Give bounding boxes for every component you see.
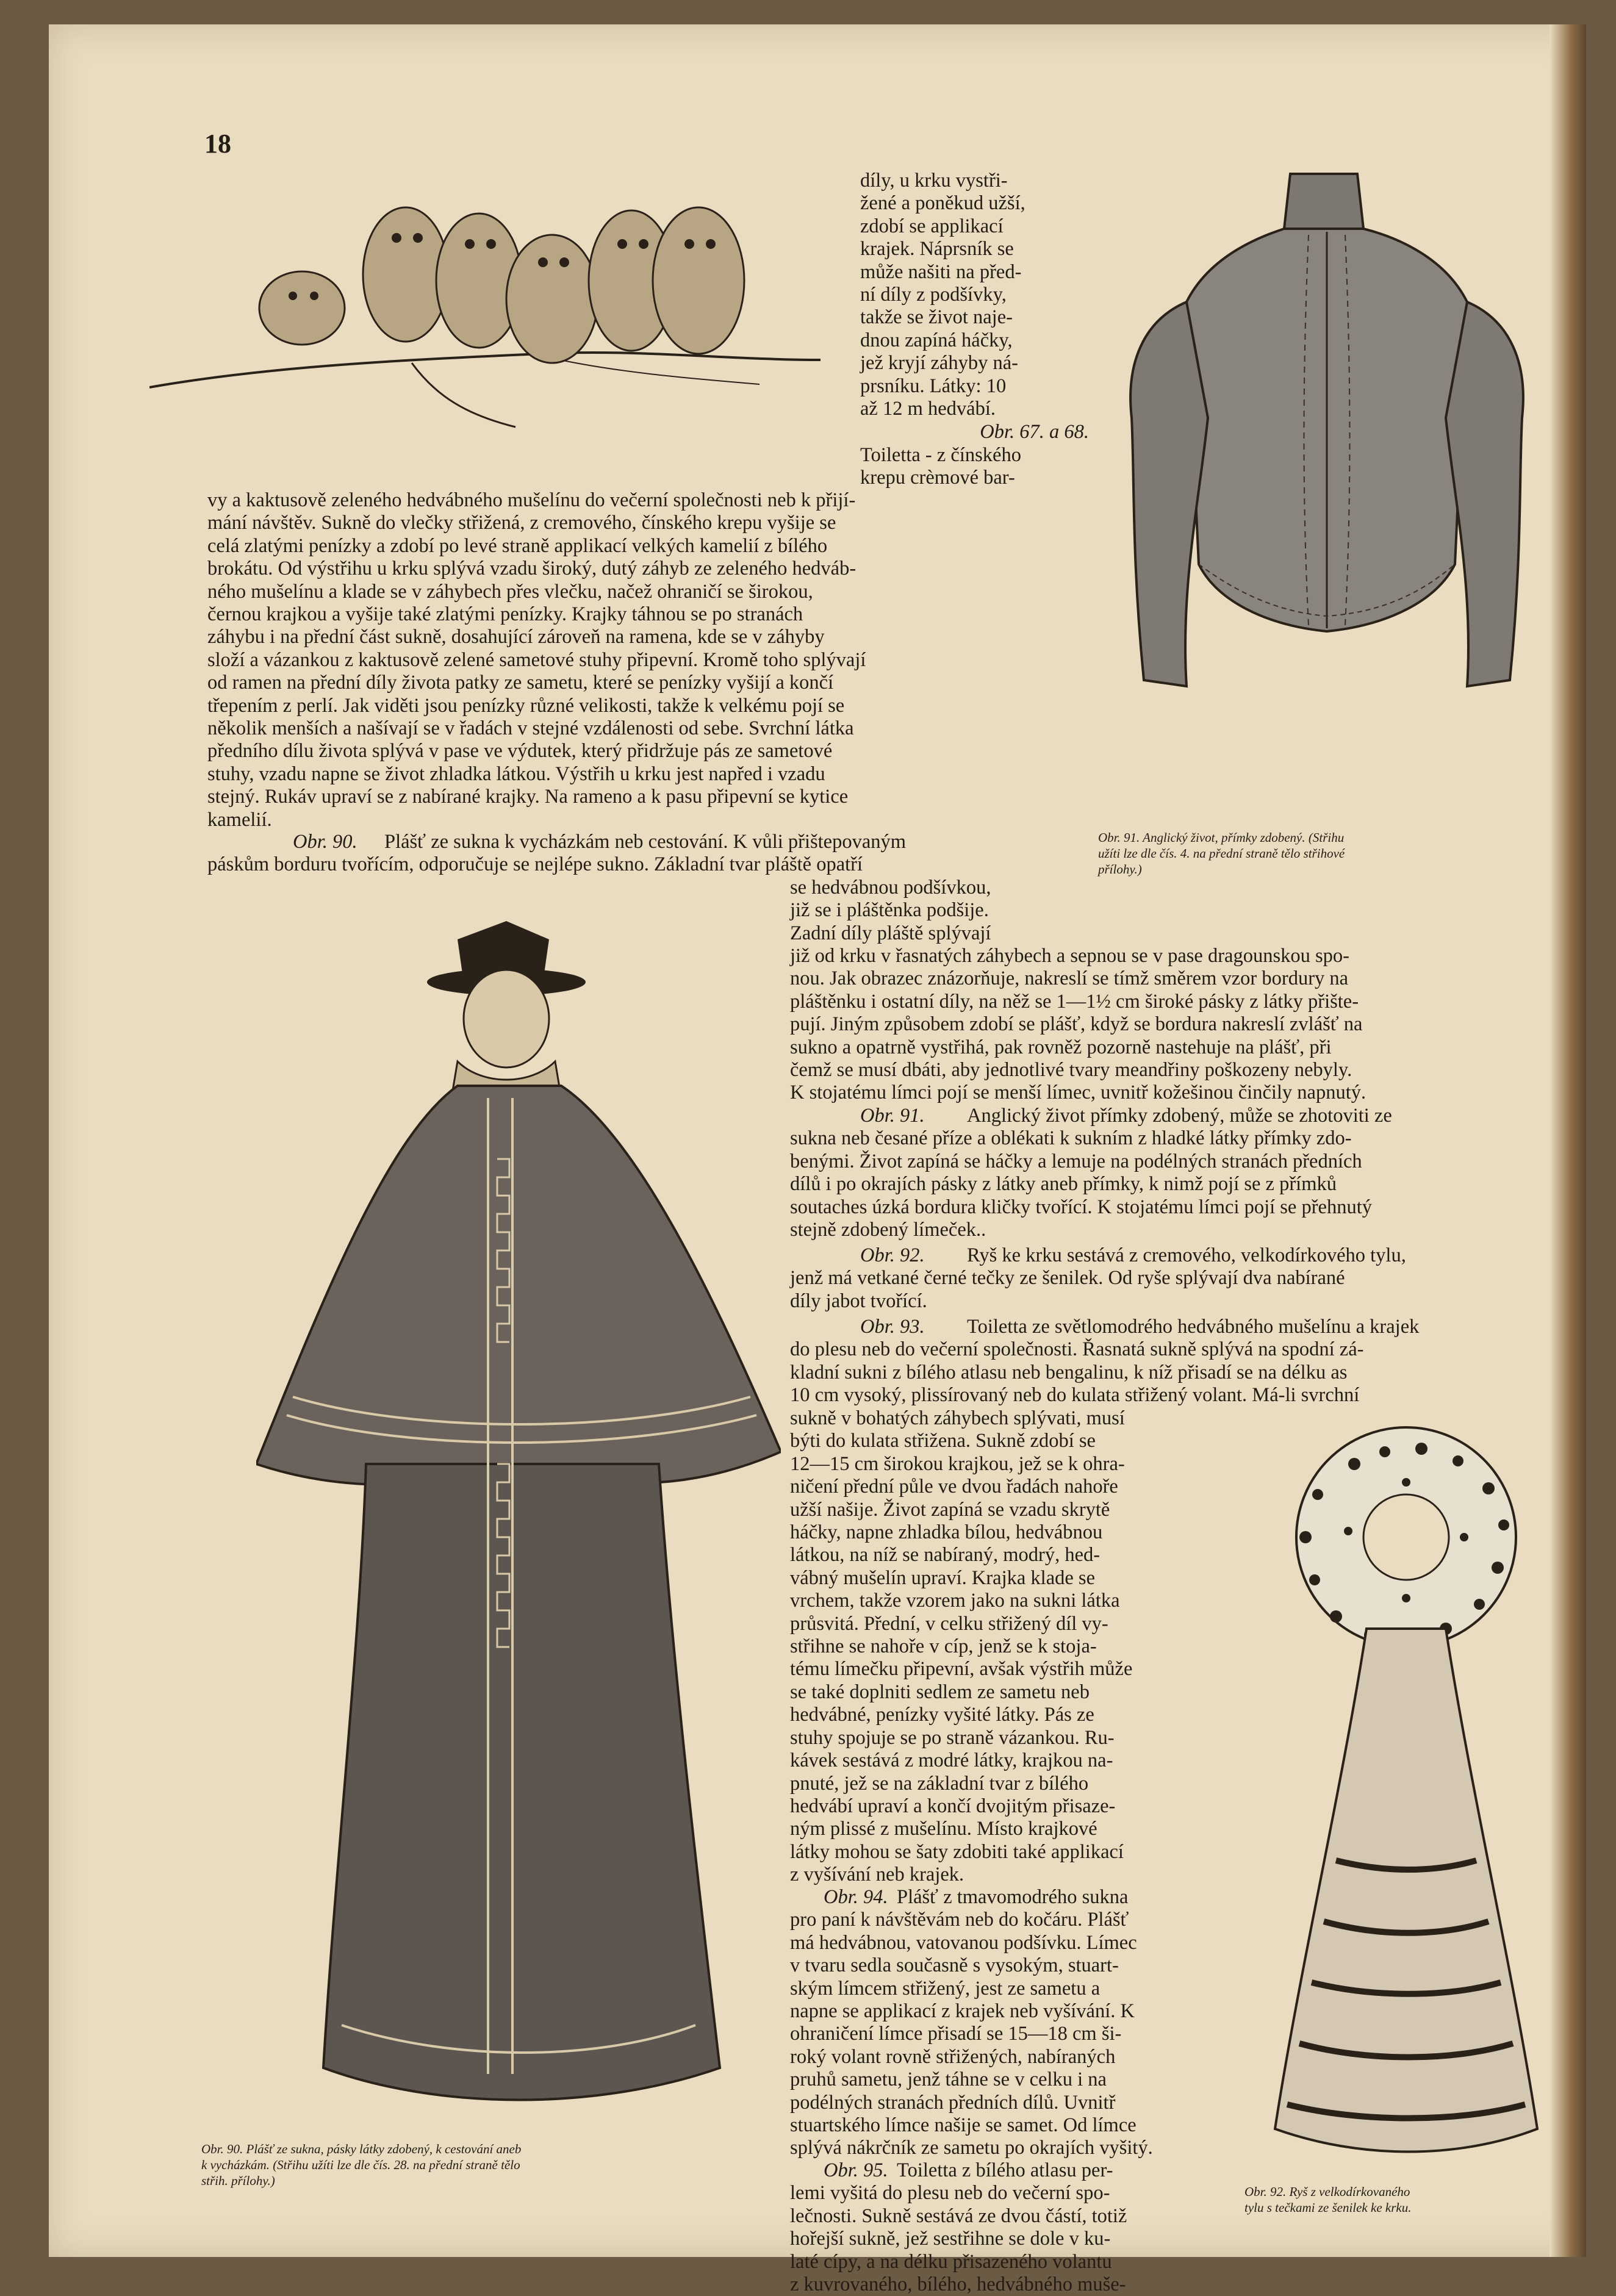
figure-ref-91: Obr. 91.: [860, 1105, 925, 1127]
figure-ref-95: Obr. 95.: [824, 2159, 888, 2181]
body-text-obr-93-continued: sukně v bohatých záhybech splývati, musí býti do kulata střižena. Sukně zdobí se 12—15 cm širokou krajkou, jež se k ohra- ničení přední půle ve dvou řadách nahoře užší našije. Život zapíná se vzadu skrytě háčky, napne zhladka bílou, hedvábnou látkou, na níž se nabíraný, modrý, hed- vábný mušelín upraví. Krajka klade se vrchem, takže vzorem jako na sukni látka průsvitá. Přední, v celku střižený díl vy- střihne se nahoře v cíp, jenž se k stoja- tému límečku připevní, avšak výstřih může se také doplniti sedlem ze sametu neb hedvábné, penízky vyšité látky. Pás ze stuhy spojuje se po straně vázankou. Ru- kávek sestává z modré látky, krajkou na- pnuté, jež se na základní tvar z bílého hedvábí upraví a končí dvojitým přisaze- ným plissé z mušelínu. Místo krajkové látky mohou se šaty zdobiti také applikací z vyšívání neb krajek.: [790, 1407, 1133, 1886]
caption-fig-91: Obr. 91. Anglický život, přímky zdobený. (Střihu užíti lze dle čís. 4. na přední straně tělo střihové přílohy.): [1098, 830, 1345, 877]
caption-fig-90: Obr. 90. Plášť ze sukna, pásky látky zdobený, k cestování aneb k vycházkám. (Střihu užíti lze dle čís. 28. na přední straně tělo střih. přílohy.): [201, 2142, 522, 2188]
body-text-right-top-2: Toiletta - z čínského krepu crèmové bar-: [860, 444, 1021, 489]
caption-fig-92: Obr. 92. Ryš z velkodírkovaného tylu s tečkami ze šenilek ke krku.: [1244, 2184, 1412, 2215]
coat-engraving: [256, 915, 781, 2129]
bodice-engraving: [1107, 162, 1546, 814]
body-text-right-top: díly, u krku vystři- žené a poněkud užší, zdobí se applikací krajek. Náprsník se může našiti na před- ní díly z podšívky, takže se život naje- dnou zapíná háčky, jež kryjí záhyby ná- prsníku. Látky: 10 až 12 m hedvábí.: [860, 170, 1025, 420]
figure-ref-94: Obr. 94.: [824, 1886, 888, 1908]
figure-ref-93: Obr. 93.: [860, 1316, 925, 1338]
page-number: 18: [204, 129, 231, 159]
body-text-obr-90: Plášť ze sukna k vycházkám neb cestování. K vůli přištepovaným páskům borduru tvořícím, odporučuje se nejlépe sukno. Základní tvar pláště opatří: [207, 831, 907, 876]
body-text-obr-67-68: vy a kaktusově zeleného hedvábného mušelínu do večerní společnosti neb k přijí- mání návštěv. Sukně do vlečky střižená, z cremového, čínského krepu vyšije se celá zlatými penízky a zdobí po levé straně applikací velkých kamelií z bílého brokátu. Od výstřihu u krku splývá vzadu široký, dutý záhyb ze zeleného hedváb- ného mušelínu a klade se v záhybech přes vlečku, načež ohraničí se širokou, černou krajkou a vyšije také zlatými penízky. Krajky táhnou se po stranách záhybu i na přední část sukně, dosahující zároveň na ramena, kde se v záhyby složí a vázankou z kaktusově zelené sametové stuhy připevní. Kromě toho splývají od ramen na přední díly života patky ze sametu, které se penízky vyšijí a končí třepením z perlí. Jak viděti jsou penízky různé velikosti, takže k velkému pojí se několik menších a našívají se v řadách v stejné vzdálenosti od sebe. Svrchní látka předního dílu života splývá v pase ve výdutek, který přidržuje pás ze sametové stuhy, vzadu napne se život zhladka látkou. Výstřih u krku jest napřed i vzadu stejný. Rukáv upraví se z nabírané krajky. Na rameno a k pasu připevní se kytice kamelií.: [207, 489, 866, 831]
figure-ref-67-68: Obr. 67. a 68.: [980, 421, 1089, 443]
body-text-obr-92: Ryš ke krku sestává z cremového, velkodírkového tylu, jenž má vetkané černé tečky ze šenilek. Od ryše splývají dva nabírané díly jabot tvořící.: [790, 1244, 1406, 1312]
body-text-coat-column: se hedvábnou podšívkou, již se i pláštěnka podšije. Zadní díly pláště splývají: [790, 877, 991, 944]
book-page: [49, 24, 1586, 2296]
body-text-obr-93: Toiletta ze světlomodrého hedvábného mušelínu a krajek do plesu neb do večerní společnosti. Řasnatá sukně splývá na spodní zá- kladní sukni z bílého atlasu neb bengalinu, k níž přisadí se na délku as 10 cm vysoký, plissírovaný neb do kulata střižený volant. Má-li svrchní: [790, 1316, 1420, 1407]
figure-ref-92: Obr. 92.: [860, 1244, 925, 1266]
body-text-obr-94: Plášť z tmavomodrého sukna pro paní k návštěvám neb do kočáru. Plášť má hedvábnou, vatovanou podšívku. Límec v tvaru sedla současně s vysokým, stuart- ským límcem střižený, jest ze sametu a napne se applikací z krajek neb vyšívání. K ohraničení límce přisadí se 15—18 cm ši- roký volant rovně střižených, nabíraných pruhů sametu, jenž táhne se v celku i na podélných stranách předních dílů. Uvnitř stuartského límce našije se samet. Od límce splývá nákrčník ze sametu po okrajích vyšitý.: [790, 1886, 1153, 2159]
body-text-coat-details: již od krku v řasnatých záhybech a sepnou se v pase dragounskou spo- nou. Jak obrazec znázorňuje, nakreslí se tímž směrem vzor bordury na pláštěnku i ostatní díly, na něž se 1—1½ cm široké pásky z látky přište- pují. Jiným způsobem zdobí se plášť, když se bordura nakreslí zvlášť na sukno a opatrně vystřihá, pak rovněž pozorně nastehuje na plášť, při čemž se musí dbáti, aby jednotlivé tvary meandřiny poškozeny nebyly. K stojatému límci pojí se menší límec, uvnitř kožešinou činčily napnutý.: [790, 945, 1366, 1104]
body-text-obr-91: Anglický život přímky zdobený, může se zhotoviti ze sukna neb česané příze a oblékati k sukním z hladké látky přímky zdo- benými. Život zapíná se háčky a lemuje na podélných stranách předních dílů i po okrajích pásky z látky aneb přímky, k nimž pojí se z přímků soutaches úzká bordura kličky tvořící. K stojatému límci pojí se přehnutý stejně zdobený límeček..: [790, 1105, 1392, 1241]
ruff-engraving: [1263, 1421, 1550, 2165]
book-spine: [1550, 24, 1586, 2257]
body-text-obr-95: Toiletta z bílého atlasu per- lemi vyšitá do plesu neb do večerní spo- lečnosti. Sukně sestává ze dvou částí, totiž hořejší sukně, jež sestřihne se dole v ku- laté cípy, a na délku přisazeného volantu z kuvrovaného, bílého, hedvábného muše-: [790, 2159, 1127, 2296]
owls-on-branch-engraving: [149, 159, 833, 439]
figure-ref-90: Obr. 90.: [293, 831, 357, 853]
